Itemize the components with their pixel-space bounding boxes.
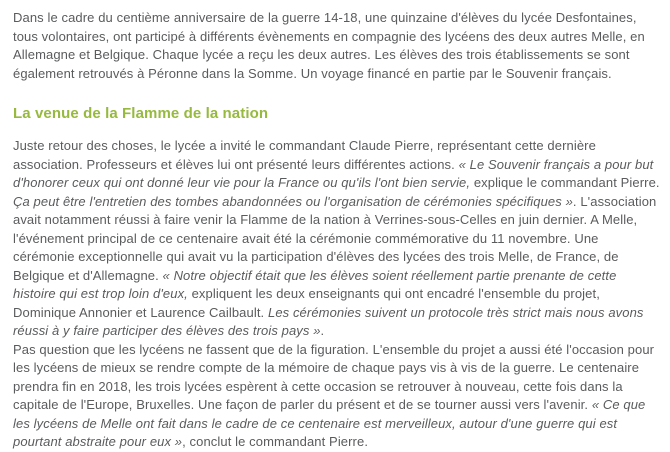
text-segment: « Le Souvenir français a pour but d'honorer ceux qui ont donné leur vie pour la France ou qu'ils l'ont bien servie, (13, 156, 654, 190)
text-segment: Ça peut être l'entretien des tombes abandonnées ou l'organisation de cérémonies spécifiques » (13, 193, 573, 209)
text-segment: . L'association avait notamment réussi à faire venir la Flamme de la nation à Verrines-sous-Celles en juin dernier. A Melle, l'événement principal de ce centenaire avait été la cérémonie commémorative du 11 novembre. Une cérémonie exceptionnelle qui avait vu la participation d'élèves des lycées des trois Melle, de France, de Belgique et d'Allemagne. (13, 193, 657, 283)
text-segment: Les cérémonies suivent un protocole très strict mais nous avons réussi à y faire participer des élèves des trois pays » (13, 304, 644, 338)
body-paragraph-2 (13, 341, 662, 452)
intro-paragraph (13, 9, 662, 83)
text-segment: Juste retour des choses, le lycée a invité le commandant Claude Pierre, représentant cette dernière association. Professeurs et élèves lui ont présenté leurs différentes actions. (13, 138, 596, 172)
section-heading: La venue de la Flamme de la nation (13, 105, 269, 122)
body-paragraph-1 (13, 137, 662, 341)
text-segment: , conclut le commandant Pierre. (182, 434, 369, 449)
text-segment: explique le commandant Pierre. (473, 175, 660, 190)
text-segment: Pas question que les lycéens ne fassent que de la figuration. L'ensemble du projet a aussi été l'occasion pour les lycéens de mieux se rendre compte de la mémoire de chaque pays vis à vis de la guerre. Le centenaire prendra fin en 2018, les trois lycées espèrent à cette occasion se retrouver à nouveau, cette fois dans la capitale de l'Europe, Bruxelles. Une façon de parler du présent et de se tourner aussi vers l'avenir. (13, 341, 655, 412)
text-segment: Dans le cadre du centième anniversaire de la guerre 14-18, une quinzaine d'élèves du lycée Desfontaines, tous volontaires, ont participé à différents évènements en compagnie des lycéens des deux autres Melle, en Allemagne et Belgique. Chaque lycée a reçu les deux autres. Les élèves des trois établissements se sont également retrouvés à Péronne dans la Somme. Un voyage financé en partie par le Souvenir français. (13, 10, 645, 81)
text-segment: expliquent les deux enseignants qui ont encadré l'ensemble du projet, Dominique Annonier et Laurence Cailbault. (13, 286, 600, 320)
text-segment: « Notre objectif était que les élèves soient réellement partie prenante de cette histoire qui est trop loin d'eux, (13, 267, 617, 301)
text-segment: . (320, 323, 325, 338)
text-segment: « Ce que les lycéens de Melle ont fait dans le cadre de ce centenaire est merveilleux, autour d'une guerre qui est pourtant abstraite pour eux » (13, 397, 646, 449)
